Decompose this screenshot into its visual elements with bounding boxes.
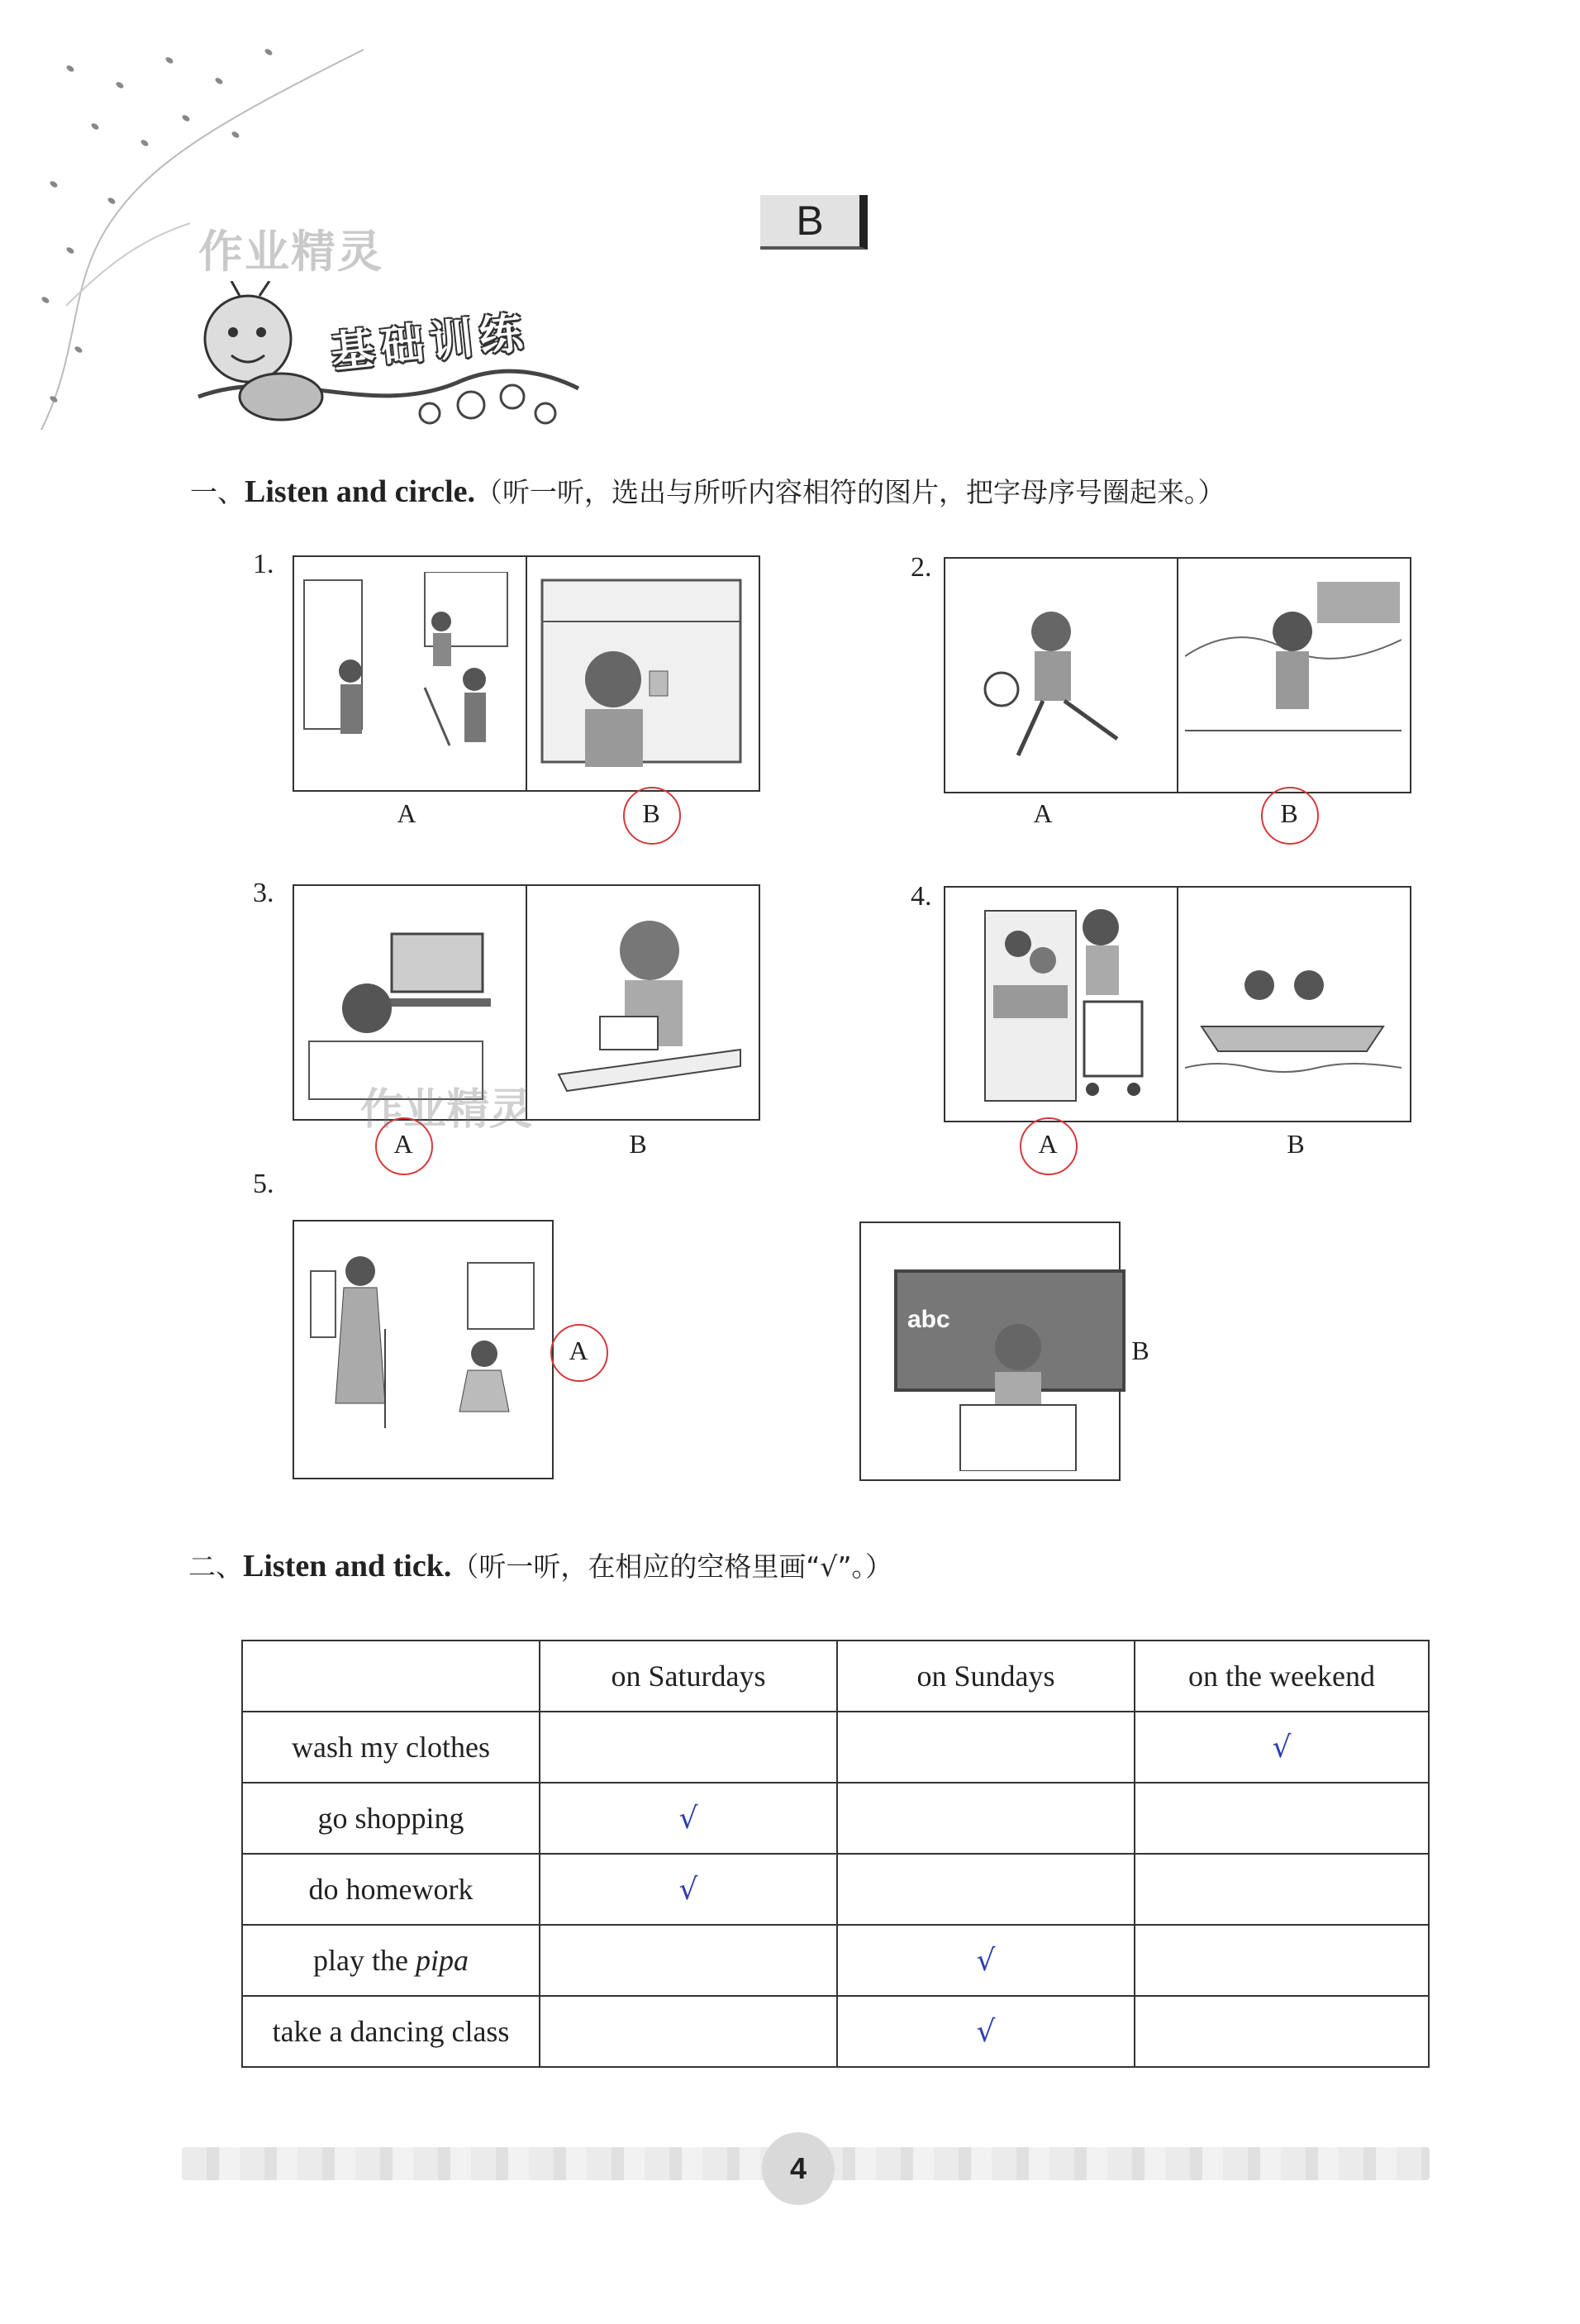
q3-picture-b [534,901,750,1104]
q4-picture-panel [944,886,1411,1122]
table-row [242,1783,1429,1854]
tick-cell[interactable] [1135,1783,1429,1854]
q4-option-a[interactable]: A [1038,1129,1058,1159]
q5-answer-circle [550,1324,608,1382]
tick-cell[interactable] [540,1996,837,2067]
q5-picture-a [293,1220,554,1479]
q2-picture-b [1185,574,1402,777]
q4-number: 4. [911,881,932,912]
q5-picture-b [859,1222,1121,1481]
q4-picture-b [1185,902,1402,1106]
header-on-saturdays: on Saturdays [540,1641,837,1712]
tick-cell[interactable] [1135,1854,1429,1925]
row-label: do homework [242,1854,540,1925]
q1-picture-b [534,572,750,775]
part1-number: 一、 [190,476,245,508]
tick-cell[interactable] [837,1854,1135,1925]
part1-title: Listen and circle. [245,474,476,509]
tick-cell[interactable] [837,1712,1135,1783]
q1-number: 1. [253,549,274,579]
row-label [242,1925,540,1996]
q1-picture-a [301,572,517,775]
tick-cell[interactable] [1135,1925,1429,1996]
q1-answer-circle [623,787,681,845]
part2-number: 二、 [188,1550,243,1583]
row-label: go shopping [242,1783,540,1854]
table-row [242,1925,1429,1996]
page-number: 4 [762,2132,835,2205]
tick-cell[interactable]: √ [540,1854,837,1925]
q2-answer-circle [1261,787,1319,845]
q5-option-a[interactable]: A [569,1336,588,1365]
part1-instruction [190,471,1225,510]
q2-number: 2. [911,552,932,583]
tick-cell[interactable]: √ [837,1925,1135,1996]
q2-option-b[interactable]: B [1280,798,1298,828]
table-row [242,1996,1429,2067]
row-label: wash my clothes [242,1712,540,1783]
tick-cell[interactable]: √ [540,1783,837,1854]
q4-option-b[interactable]: B [1287,1129,1305,1159]
row-label: take a dancing class [242,1996,540,2067]
table-row [242,1854,1429,1925]
header-on-sundays: on Sundays [837,1641,1135,1712]
tick-table [241,1640,1430,2068]
part2-cn: （听一听，在相应的空格里画“√”。） [451,1550,893,1583]
part1-cn: （听一听，选出与所听内容相符的图片，把字母序号圈起来。） [475,476,1225,508]
q3-option-b[interactable]: B [629,1129,647,1159]
q1-picture-panel [293,555,760,792]
q3-number: 3. [253,878,274,908]
tick-cell[interactable] [1135,1996,1429,2067]
table-header-row [242,1641,1429,1712]
table-row [242,1712,1429,1783]
header-cell-empty [242,1641,540,1712]
q2-option-a[interactable]: A [1033,798,1053,828]
brand-watermark: 作业精灵 [198,226,383,278]
q2-picture-a [952,574,1168,777]
q3-option-a[interactable]: A [393,1129,413,1159]
tick-cell[interactable] [540,1712,837,1783]
tick-cell[interactable]: √ [837,1996,1135,2067]
q4-answer-circle [1020,1117,1078,1175]
tick-cell[interactable]: √ [1135,1712,1429,1783]
row-label-text: play the [313,1944,416,1977]
section-tag: B [760,195,868,250]
tick-cell[interactable] [540,1925,837,1996]
tick-cell[interactable] [837,1783,1135,1854]
blackboard-text: abc [907,1306,950,1333]
badge-title: 基础训练 [329,307,532,379]
q5-number: 5. [253,1169,274,1199]
q4-picture-a [952,894,1168,1114]
q1-option-a[interactable]: A [397,798,416,828]
header-on-the-weekend: on the weekend [1135,1641,1429,1712]
page-watermark: 作业精灵 [360,1085,533,1135]
part2-title: Listen and tick. [243,1549,452,1583]
part2-instruction [188,1545,892,1584]
q1-option-b[interactable]: B [642,798,660,828]
q2-picture-panel [944,557,1411,793]
q5-option-b[interactable]: B [1131,1336,1149,1365]
row-label-italic: pipa [415,1944,469,1977]
